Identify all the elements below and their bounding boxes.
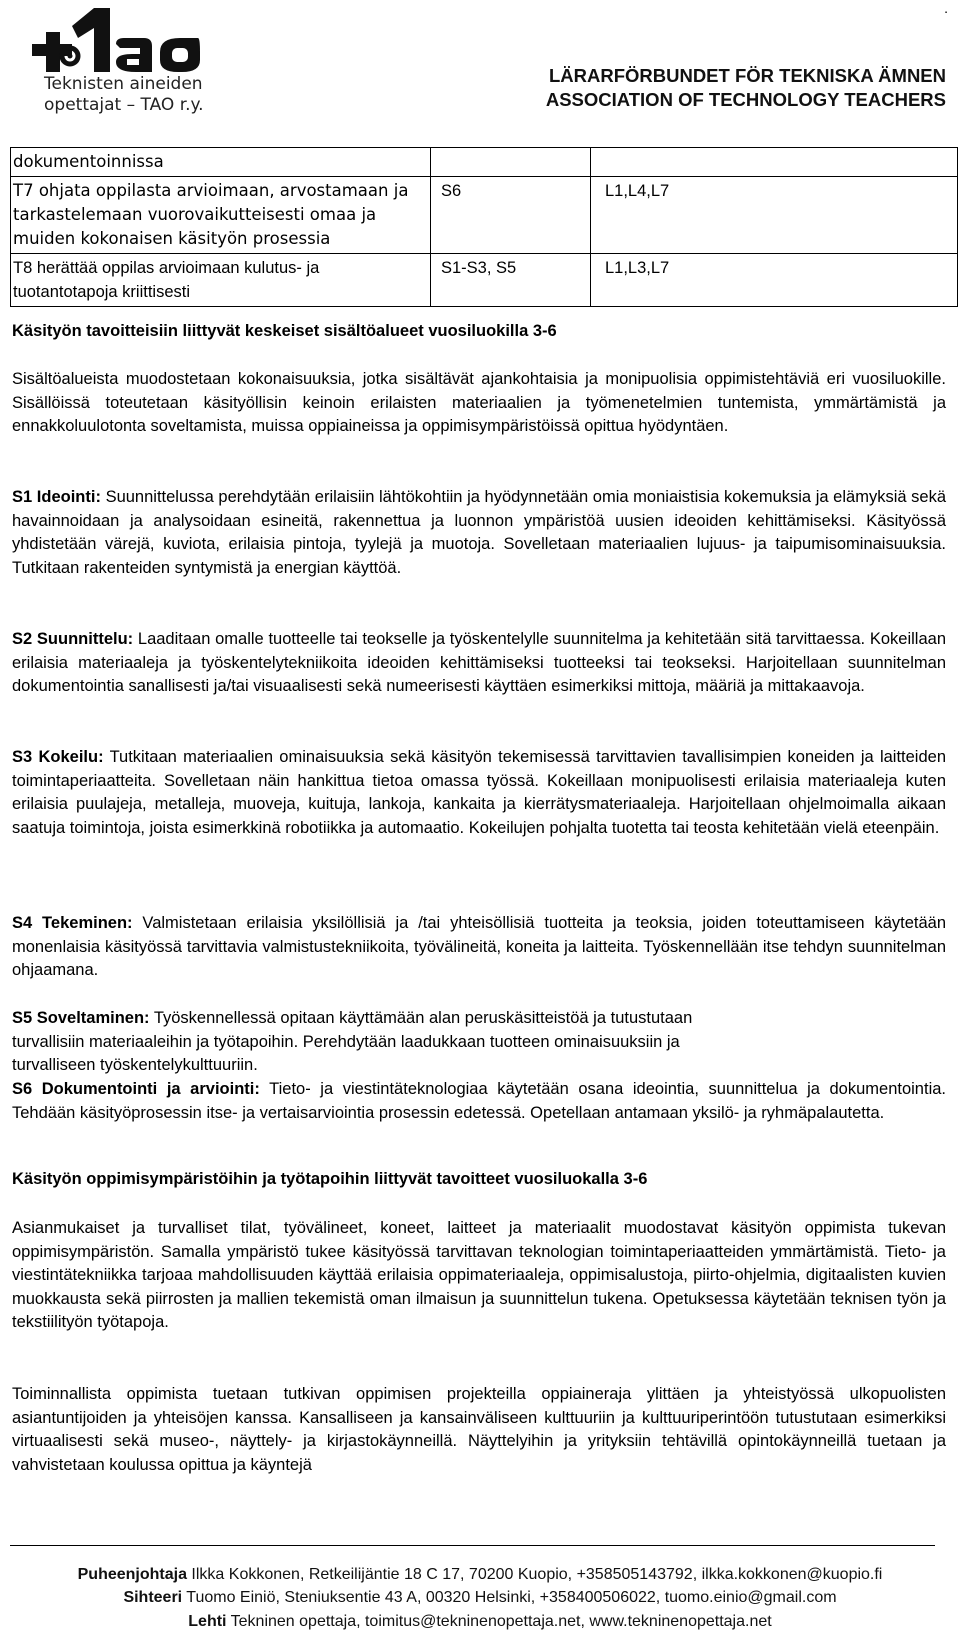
s5-label: S5 Soveltaminen:	[12, 1009, 150, 1027]
org-name-swedish: LÄRARFÖRBUNDET FÖR TEKNISKA ÄMNEN	[548, 65, 946, 86]
table-cell	[591, 148, 958, 177]
s2-text: Laaditaan omalle tuotteelle tai teokselle ja työskentelylle suunnitelma ja kehitetään sitä tarvittaessa. Kokeillaan erilaisia materiaaleja ja työskentelytekniikoita ideoiden kehittämiseksi tuotteeksi tai teokseksi. Harjoitellaan suunnitelman dokumentointia sanallisesti ja/tai visuaalisesti sekä numeerisesti käyttäen esimerkiksi mittoja, määriä ja mittakaavoja.	[12, 630, 946, 696]
paragraph-s5	[12, 1007, 946, 1078]
footer-magazine-text: Tekninen opettaja, toimitus@tekninenopettaja.net, www.tekninenopettaja.net	[226, 1613, 772, 1630]
footer-chairman-label: Puheenjohtaja	[77, 1566, 187, 1583]
table-cell	[431, 148, 591, 177]
table-cell: S1-S3, S5	[431, 254, 591, 307]
logo-line-2: opettajat – TAO r.y.	[44, 95, 204, 115]
section-heading: Käsityön tavoitteisiin liittyvät keskeiset sisältöalueet vuosiluokilla 3-6	[12, 322, 557, 340]
org-name-english: ASSOCIATION OF TECHNOLOGY TEACHERS	[545, 89, 946, 110]
s3-text: Tutkitaan materiaalien ominaisuuksia sekä käsityön tekemisessä tarvittavien tavallisimpien koneiden ja laitteiden toimintaperiaatteita. Sovelletaan näin hankittua tietoa omassa työssä. Kokeillaan monipuolisesti erilaisia materiaaleja kuten erilaisia puulajeja, metalleja, muoveja, kuituja, lankoja, kankaita ja kierrätysmateriaaleja. Harjoitellaan ohjelmoimalla aikaan saatuja toimintoja, joista esimerkkinä robotiikka ja automaatio. Kokeilujen pohjalta tuotetta tai teosta kehitetään vielä eteenpäin.	[12, 748, 947, 837]
objectives-table	[10, 147, 958, 307]
s1-text: Suunnittelussa perehdytään erilaisiin lähtökohtiin ja hyödynnetään omia moniaistisia kokemuksia ja elämyksiä sekä havainnoidaan ja analysoidaan esineitä, rakennettua ja luonnon ympäristöä uusien ideoiden kehittämiseksi. Käsityössä yhdistetään värejä, kuviota, erilaisia pintoja, tyylejä ja muotoja. Sovelletaan materiaalien lujuus- ja taipumisominaisuuksia. Tutkitaan rakenteiden syntymistä ja energian käyttöä.	[12, 488, 946, 577]
paragraph-s6	[12, 1078, 946, 1125]
paragraph-s3	[12, 746, 946, 840]
table-row	[11, 148, 958, 177]
footer-secretary	[0, 1587, 960, 1609]
table-row	[11, 254, 958, 307]
paragraph-s2	[12, 628, 946, 699]
table-cell: T8 herättää oppilas arvioimaan kulutus- ja tuotantotapoja kriittisesti	[11, 254, 431, 307]
footer-magazine-label: Lehti	[188, 1613, 227, 1630]
section-heading-2: Käsityön oppimisympäristöihin ja työtapoihin liittyvät tavoitteet vuosiluokalla 3-6	[12, 1170, 648, 1188]
paragraph-environment: Asianmukaiset ja turvalliset tilat, työvälineet, koneet, laitteet ja materiaalit muodostavat käsityön oppimista tukevan oppimisympäristön. Samalla ympäristö tukee käsityössä tarvittavan teknologian toimintaperiaatteiden ymmärtämistä. Tieto- ja viestintätekniikka tarjoaa mahdollisuuden käyttää erilaisia oppimateriaaleja, oppimisalustoja, piirto-ohjelmia, digitaalisten kuvien muokkausta sekä piirrosten ja mallien tekemistä oman ilmaisun ja suunnittelun tukena. Opetuksessa käytetään teknisen työn ja tekstiilityön työtapoja.	[12, 1219, 946, 1332]
paragraph-learning: Toiminnallista oppimista tuetaan tutkivan oppimisen projekteilla oppiaineraja ylittäen ja yhteistyössä ulkopuolisten asiantuntijoiden ja yhteisöjen kanssa. Kansalliseen ja kansainväliseen kulttuuriin ja kulttuuriperintöön tutustutaan esimerkiksi virtuaalisesti sekä museo-, näyttely- ja kirjastokäynneillä. Näyttelyihin ja yrityksiin tehtävillä opintokäynneillä tuetaan ja vahvistetaan koulussa opittua ja käyntejä	[12, 1385, 946, 1474]
footer-chairman	[0, 1564, 960, 1586]
paragraph-intro: Sisältöalueista muodostetaan kokonaisuuksia, jotka sisältävät ajankohtaisia ja monipuolisia oppimistehtäviä eri vuosiluokille. Sisällöissä toteutetaan käsityöllisin keinoin erilaisten materiaalien ja työmenetelmien tuntemista, ymmärtämistä ja ennakkoluulotonta soveltamista, muissa oppiaineissa ja oppimisympäristöissä opittua hyödyntäen.	[12, 370, 946, 436]
table-row	[11, 177, 958, 254]
footer-secretary-label: Sihteeri	[123, 1589, 183, 1606]
footer-magazine	[0, 1611, 960, 1633]
logo-line-1: Teknisten aineiden	[44, 74, 203, 94]
footer-chairman-text: Ilkka Kokkonen, Retkeilijäntie 18 C 17, 70200 Kuopio, +358505143792, ilkka.kokkonen@kuopio.fi	[186, 1566, 883, 1583]
s5-text-3: turvalliseen työskentelykulttuuriin.	[12, 1056, 258, 1075]
s4-text: Valmistetaan erilaisia yksilöllisiä ja /tai yhteisöllisiä tuotteita ja teoksia, joiden toteuttamiseen käytetään monenlaisia käsityössä tarvittavia valmistustekniikoita, työvälineitä, koneita ja laitteita. Työskennellään itse tehdyn suunnitelman ohjaamana.	[12, 914, 946, 980]
s1-label: S1 Ideointi:	[12, 488, 101, 506]
table-cell: L1,L3,L7	[591, 254, 958, 307]
s2-label: S2 Suunnittelu:	[12, 630, 134, 648]
footer-divider	[10, 1545, 935, 1546]
corner-mark: .	[944, 0, 948, 16]
s3-label: S3 Kokeilu:	[12, 748, 104, 766]
footer-secretary-text: Tuomo Einiö, Steniuksentie 43 A, 00320 Helsinki, +358400506022, tuomo.einio@gmail.com	[182, 1589, 837, 1606]
s6-label: S6 Dokumentointi ja arviointi:	[12, 1080, 260, 1098]
s4-label: S4 Tekeminen:	[12, 914, 133, 932]
s6-text: Tieto- ja viestintäteknologiaa käytetään osana ideointia, suunnittelua ja dokumentointia. Tehdään käsityöprosessin itse- ja vertaisarviointia prosessin edetessä. Opetellaan antamaan yksilö- ja ryhmäpalautetta.	[12, 1080, 946, 1122]
s5-text-2: turvallisiin materiaaleihin ja työtapoihin. Perehdytään laadukkaan tuotteen ominaisuuksiin ja	[12, 1032, 680, 1051]
paragraph-s4	[12, 912, 946, 983]
table-cell: S6	[431, 177, 591, 254]
table-cell: T7 ohjata oppilasta arvioimaan, arvostamaan ja tarkastelemaan vuorovaikutteisesti omaa ja muiden kokonaisen käsityön prosessia	[11, 177, 431, 254]
paragraph-s1	[12, 486, 946, 580]
table-cell: L1,L4,L7	[591, 177, 958, 254]
s5-text-1: Työskennellessä opitaan käyttämään alan peruskäsitteistöä ja tutustutaan	[149, 1009, 693, 1027]
table-cell: dokumentoinnissa	[11, 148, 431, 177]
